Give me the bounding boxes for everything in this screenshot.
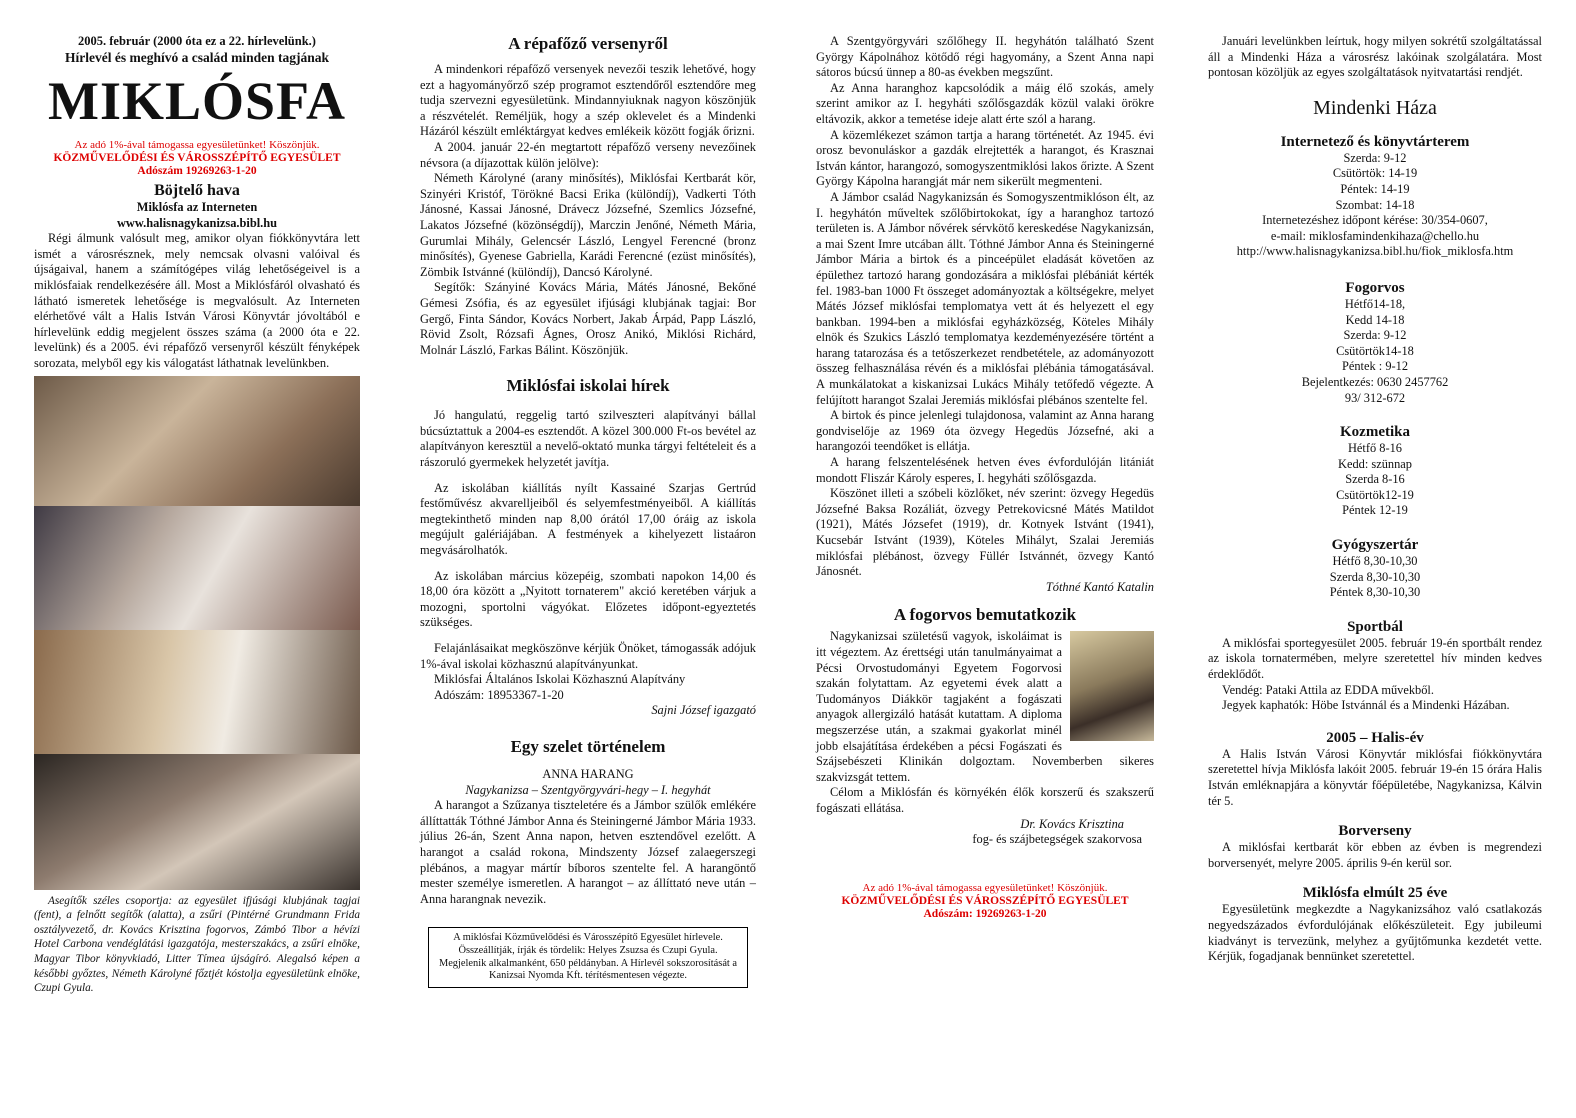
c3-p7: Köszönet illeti a szóbeli közlőket, név szerint: özvegy Hegedüs Józsefné Baksa Rozáliát, özvegy Petrekovicsné Mátés Matildot (1921), Mátés Józsefet (1919), dr. Kotnyek Istvánt (1941), Kucsebár Istvánt (1939), Köteles Mihályt, Szalai Jeremiás miklósfai plébánost, özvegy Füllér Istvánnét, özvegy Kantó Jánosnét. — [816, 486, 1154, 579]
isk-p1: Jó hangulatú, reggelig tartó szilveszteri alapítványi bállal búcsúztattuk a 2004-es esztendőt. A közel 300.000 Ft-os bevétel az alapítványon keresztül a nevelő-oktató munka tárgyi feltételeit és a rászoruló gyermekek helyzetét javítja. — [420, 408, 756, 470]
internet-line: http://www.halisnagykanizsa.bibl.hu/fiok_miklosfa.htm — [1236, 244, 1514, 259]
photo-adult-helpers — [34, 506, 360, 630]
gyogy-line: Hétfő 8,30-10,30 — [1332, 554, 1418, 569]
tax-line-1-b: Az adó 1%-ával támogassa egyesületünket! Köszönjük. — [862, 881, 1108, 894]
imprint-box — [428, 927, 748, 987]
date-line: 2005. február (2000 óta ez a 22. hírlevelünk.) — [78, 34, 316, 48]
photo-youth-club — [34, 376, 360, 506]
internet-line: Szerda: 9-12 — [1343, 150, 1407, 165]
hist-p1: A harangot a Szűzanya tiszteletére és a Jámbor szülők emlékére állíttatták Tóthné Jámbor Anna és Steiningerné Jámbor Mária 1933. július 26-án, Szent Anna napon, hetven esztendővel ezelőtt. A harangot a család rokona, Mindszenty József zalaegerszegi plébános, a magyar mártír bíboros szentelte fel. A harangöntő mester személye ismeretlen. A harangot – az állíttató neve után – Anna harangnak nevezik. — [420, 798, 756, 906]
heading-borverseny: Borverseny — [1338, 823, 1412, 840]
koz-line: Hétfő 8-16 — [1347, 441, 1403, 456]
c3-p1: A Szentgyörgyvári szőlőhegy II. hegyhátón található Szent György Kápolnához kötődő régi hagyomány, a Szent Anna napi sátoros búcsú ünnep a 80-as években megszűnt. — [816, 34, 1154, 80]
internet-line: Csütörtök: 14-19 — [1332, 166, 1418, 181]
sub-internet: Miklósfa az Interneten — [136, 200, 258, 214]
tax-line-2-b: KÖZMŰVELŐDÉSI ÉS VÁROSSZÉPÍTŐ EGYESÜLET — [841, 894, 1129, 907]
internet-line: e-mail: miklosfamindenkihaza@chello.hu — [1270, 228, 1480, 243]
fog-line: Hétfő14-18, — [1344, 296, 1406, 311]
heading-fogorvos: A fogorvos bemutatkozik — [893, 605, 1077, 625]
fog-line: Péntek : 9-12 — [1341, 359, 1409, 374]
kozmetika-schedule — [1208, 441, 1542, 519]
gyogy-line: Péntek 8,30-10,30 — [1329, 585, 1421, 600]
repa-p3: Németh Károlyné (arany minősítés), Miklósfai Kertbarát kör, Szinyéri Kristóf, Törökné Bacsi Erika (különdíj), Vadkerti Tóth Jánosné, Kassai Jánosné, Drávecz Józsefné, Szemlics Józsefné, Lakatos Józsefné (közönségdíj), Marczin Jenőné, Németh Mária, Gurumlai Mihály, Gelencsér László, Lengyel Ferencné (bronz minősítés), Gyenese Gabriella, Karádi Ferencné (ezüst minősítés), Zömbik Istvánné (különdíj), Dancsó Károlyné. — [420, 171, 756, 279]
repa-p1: A mindenkori répafőző versenyek nevezői teszik lehetővé, hogy ezt a hagyományőrző szép programot esztendőről esztendőre meg tudja szervezni egyesületünk. Mindannyiuknak nagyon köszönjük a részvételét. Reméljük, hogy a szép oklevelet és a Mindenki Házáról készült emléktárgyat kedves emlékeik között fogják őrizni. — [420, 62, 756, 139]
heading-kozmetika: Kozmetika — [1340, 424, 1410, 441]
bor-p: A miklósfai kertbarát kör ebben az évben is megrendezi borversenyét, melyre 2005. április 9-én kerül sor. — [1208, 840, 1542, 870]
tax-line-1: Az adó 1%-ával támogassa egyesületünket! Köszönjük. — [74, 139, 320, 151]
heading-internet: Internetező és könyvtárterem — [1280, 133, 1470, 150]
photo-caption: Asegítők széles csoportja: az egyesület ifjúsági klubjának tagjai (fent), a felnőtt segítők (alatta), a zsűri (Pintérné Grundmann Frida osztályvezető, dr. Kovács Krisztina fogorvos, Zámbó Tibor a hévízi Hotel Carbona vendéglátási igazgatója, mesterszakács, a zsűri elnöke, Magyar Tibor könyvkiadó, Litter Tímea újságíró. Alegalsó képen a későbbi győztes, Németh Károlyné főztjét kóstolja egyesületünk elnöke, Czupi Gyula. — [34, 894, 360, 995]
c3-p3: A közemlékezet számon tartja a harang történetét. Az 1945. évi orosz bevonuláskor a gazdák elrejtették a harangot, és Krasznai István kántor, harangozó, somogyszentmiklósi lakos őrizte. A Szent György Kápolna harangját már nem sikerült megmenteni. — [816, 127, 1154, 189]
internet-line: Internetezéshez időpont kérése: 30/354-0607, — [1262, 213, 1488, 228]
heading-repa: A répafőző versenyről — [508, 34, 668, 53]
dent-sign: Dr. Kovács Krisztina — [1020, 816, 1124, 831]
masthead-subtitle: Hírlevél és meghívó a család minden tagjának — [65, 50, 329, 65]
hist-sub1: ANNA HARANG — [542, 766, 634, 781]
heading-mindenki-haza: Mindenki Háza — [1313, 96, 1437, 119]
heading-sportbal: Sportbál — [1347, 618, 1403, 635]
heading-25-eve: Miklósfa elmúlt 25 éve — [1302, 885, 1448, 902]
photo-jury — [34, 630, 360, 754]
sub-url: www.halisnagykanizsa.bibl.hu — [116, 215, 278, 230]
column-3 — [816, 34, 1154, 921]
internet-line: Szombat: 14-18 — [1335, 197, 1415, 212]
tax-line-3: Adószám 19269263-1-20 — [137, 165, 257, 177]
repa-p2: A 2004. január 22-én megtartott répafőző verseny nevezőinek névsora (a díjazottak külön jelölve): — [420, 139, 756, 170]
koz-line: Péntek 12-19 — [1342, 503, 1408, 518]
intro-text: Régi álmunk valósult meg, amikor olyan fiókkönyvtára lett ismét a városrésznek, mely nemcsak olvasni valóival és újságaival, hanem a számítógépes világ lehetőségeivel is a miklósfaiak rendelkezésére áll. Most a Miklósfáról olvasható és látható ismeretek lehetősége is megvalósult. Az Interneten elérhetővé vált a Halis István Városi Könyvtár jóvoltából e hírlevelünk eddig megjelent összes száma (a 2000 óta e 22. levelünk) és a 2005. évi répafőző versenyről készült fényképek sorozata, melyből egy kis válogatást láthatnak levelünkben. — [34, 231, 360, 370]
c3-p6: A harang felszentelésének hetven éves évfordulóján litániát mondott Fliszár Károly esperes, I. hegyháti szőlősgazda. — [816, 455, 1154, 485]
dent-sign-title: fog- és szájbetegségek szakorvosa — [972, 832, 1142, 847]
tax-line-3-b: Adószám: 19269263-1-20 — [923, 907, 1047, 920]
internet-schedule — [1208, 151, 1542, 260]
koz-line: Kedd: szünnap — [1338, 456, 1412, 471]
heading-bojtelo: Böjtelő hava — [154, 182, 240, 199]
column-2 — [420, 34, 756, 988]
isk-p5: Miklósfai Általános Iskolai Közhasznú Alapítvány — [434, 672, 686, 687]
repa-p4: Segítők: Szányiné Kovács Mária, Mátés Jánosné, Bekőné Gémesi Zsófia, és az egyesület ifjúsági klubjának tagjai: Bor Gergő, Finta Sándor, Kovács Norbert, Jakab Árpád, Papp László, Rövid Zsolt, Rózsafi Ágnes, Orosz Anikó, Miklósi Richárd, Molnár László, Farkas Bálint. Köszönjük. — [420, 280, 756, 357]
c3-sign1: Tóthné Kantó Katalin — [1045, 579, 1154, 594]
heading-gyogyszertar: Gyógyszertár — [1331, 537, 1419, 554]
halis-p: A Halis István Városi Könyvtár miklósfai fiókkönyvtára szeretettel hívja Miklósfa lakóit 2005. február 19-én 15 órára Halis István emléknapjára a könyvtár főépületébe, Nagykanizsa, Kálvin tér 5. — [1208, 746, 1542, 808]
imprint-text: A miklósfai Közművelődési és Városszépítő Egyesület hírlevele. Összeállítják, írják és tördelik: Helyes Zsuzsa és Czupi Gyula. Megjelenik alkalmanként, 650 példányban. A Hírlevél sokszorosítását a Kanizsai Nyomda Kft. térítésmentesen végezte. — [438, 932, 738, 982]
fog-line: Kedd 14-18 — [1345, 312, 1405, 327]
koz-line: Csütörtök12-19 — [1336, 487, 1414, 502]
column-4 — [1208, 34, 1542, 965]
c3-p4: A Jámbor család Nagykanizsán és Somogyszentmiklóson élt, az I. hegyhátón műveltek szőlőbirtokokat, így a haranghoz tartozó területen is. A Jámbor nővérek sérvkötő kereskedése Nagykanizsán, a mai Szent Imre utcában állt. Tóthné Jámbor Anna és Steiningerné Jámbor Mária a birtok és a pinceépület eladását követően az épülethez tartozó harang gondozására a miklósfai plébániát kérték fel. 1983-ban 1000 Ft összeget adományoztak a költségekre, melyet Mátés József miklósfai templomatya vett át és helyezett el egy bankban. 1994-ben a miklósfai egyházközség, Köteles Mihály elnök és Szukics László templomatya kezdeményezésére történt a harang tatarozása és a tetőszerkezet rendbetétele, az adományozott összeg felhasználása révén és a miklósfai plébánia támogatásával. A munkálatokat a kiskanizsai Lukács Mihály tetőfedő végezte. A felújított harangot Szalai Jeremiás miklósfai plébános szentelte fel. — [816, 189, 1154, 407]
isk-p6: Adószám: 18953367-1-20 — [434, 687, 564, 702]
sport-p1: A miklósfai sportegyesület 2005. február 19-én sportbált rendez az iskola tornatermében, melyre szeretettel hív minden kedves érdeklődőt. — [1208, 635, 1542, 682]
c3-p2: Az Anna haranghoz kapcsolódik a máig élő szokás, amely szerint amikor az I. hegyháti szőlősgazdák közül valaki örökre eltávozik, akkor a temetése ideje alatt érte szól a harang. — [816, 80, 1154, 126]
isk-sign: Sajni József igazgató — [651, 703, 756, 718]
fog-line: Csütörtök14-18 — [1336, 343, 1414, 358]
heading-iskola: Miklósfai iskolai hírek — [506, 376, 670, 396]
dentist-photo — [1070, 631, 1154, 741]
isk-p3: Az iskolában március közepéig, szombati napokon 14,00 és 18,00 óra között a „Nyitott tornaterem" akció keretében várjuk a mozogni, sportolni vágyókat. Előzetes időpont-egyeztetés szükséges. — [420, 568, 756, 630]
fog-line: 93/ 312-672 — [1344, 390, 1406, 405]
dent-p2: Célom a Miklósfán és környékén élők korszerű és szakszerű fogászati ellátása. — [816, 785, 1154, 815]
fogorvos-schedule — [1208, 297, 1542, 406]
sport-p3: Jegyek kaphatók: Höbe Istvánnál és a Mindenki Házában. — [1222, 698, 1510, 713]
heading-halis-ev: 2005 – Halis-év — [1326, 729, 1424, 746]
fog-line: Szerda: 9-12 — [1343, 328, 1407, 343]
isk-p2: Az iskolában kiállítás nyílt Kassainé Szarjas Gertrúd festőművész akvarelljeiből és selyemfestményeiből. A kiállítás megtekinthető minden nap 8,00 órától 17,00 óráig az iskola megújult galériájában. A festmények a kihelyezett listaáron megvásárolhatók. — [420, 480, 756, 558]
gyogyszertar-schedule — [1208, 554, 1542, 601]
fog-line: Bejelentkezés: 0630 2457762 — [1301, 374, 1449, 389]
column-1 — [34, 34, 360, 996]
hist-sub2: Nagykanizsa – Szentgyörgyvári-hegy – I. hegyhát — [465, 782, 711, 797]
sport-p2: Vendég: Pataki Attila az EDDA művekből. — [1222, 682, 1434, 697]
isk-p4: Felajánlásaikat megköszönve kérjük Önöket, támogassák adójuk 1%-ával iskolai közhasznú alapítványunkat. — [420, 641, 756, 671]
photo-tasting — [34, 754, 360, 890]
heading-tortenelem: Egy szelet történelem — [510, 736, 666, 756]
koz-line: Szerda 8-16 — [1345, 472, 1405, 487]
internet-line: Péntek: 14-19 — [1340, 181, 1410, 196]
gyogy-line: Szerda 8,30-10,30 — [1329, 569, 1421, 584]
p-25-eve: Egyesületünk megkezdte a Nagykanizsához való csatlakozás negyedszázados évfordulójának előkészületeit. Egy jubileumi kiadványt is tervezünk, melyhez a gyűjtőmunka kezdetét vette. Kérjük, fogadjanak bennünket szeretettel. — [1208, 902, 1542, 964]
dent-p1: Nagykanizsai születésű vagyok, iskoláimat is itt végeztem. Az érettségi után tanulmányaimat a Pécsi Orvostudományi Egyetem Fogorvosi szakán folytattam. Az egyetemi évek alatt a Tudományos Diákkör tagjaként a fogászati anyagok allergizáló hatását kutattam. A diploma megszerzése után, a szakmai gyakorlat minél jobb elsajátítása érdekében a pécsi Fogászati és Szájsebészeti Klinikán dolgoztam. Novemberben sikeres szakvizsgát tettem. — [816, 629, 1154, 784]
heading-fogorvos-hours: Fogorvos — [1345, 279, 1405, 296]
c3-p5: A birtok és pince jelenlegi tulajdonosa, valamint az Anna harang gondviselője az 1969 óta özvegy Hegedüs Józsefné, aki a harangozói teendőket is ellátja. — [816, 408, 1154, 454]
tax-line-2: KÖZMŰVELŐDÉSI ÉS VÁROSSZÉPÍTŐ EGYESÜLET — [53, 152, 341, 164]
masthead-title: MIKLÓSFA — [47, 71, 346, 131]
c4-intro: Januári levelünkben leírtuk, hogy milyen sokrétű szolgáltatással áll a Mindenki Háza a városrész lakóinak szolgálatára. Most pontosan közöljük az egyes szolgáltatások nyitvatartási rendjét. — [1208, 34, 1542, 80]
